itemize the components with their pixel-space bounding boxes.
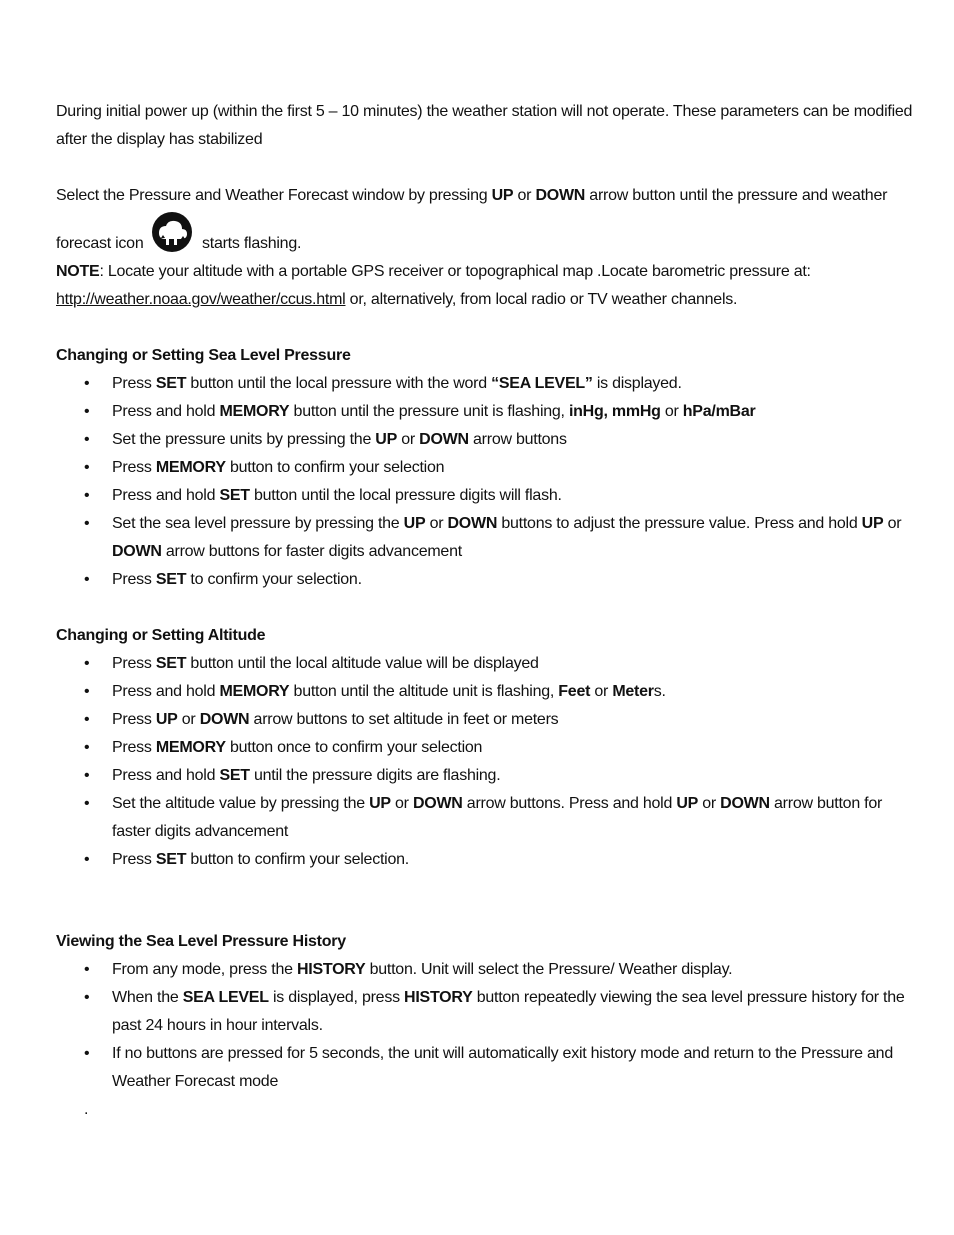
sea-level-list: [56, 370, 914, 594]
list-item: • Press SET button until the local altitude value will be displayed: [56, 650, 914, 678]
document-page: [56, 98, 914, 1124]
history-heading: Viewing the Sea Level Pressure History: [56, 933, 346, 950]
list-item: • Press and hold SET until the pressure digits are flashing.: [56, 762, 914, 790]
sea-level-heading: Changing or Setting Sea Level Pressure: [56, 347, 351, 364]
list-item: • If no buttons are pressed for 5 seconds, the unit will automatically exit history mode and return to the Pressure and Weather Forecast mode: [56, 1040, 914, 1096]
weather-forecast-icon: [150, 210, 194, 254]
altitude-list: [56, 650, 914, 874]
altitude-heading: Changing or Setting Altitude: [56, 627, 266, 644]
list-item: • Set the altitude value by pressing the UP or DOWN arrow buttons. Press and hold UP or DOWN arrow button for faster digits advancement: [56, 790, 914, 846]
list-item: • Press and hold SET button until the local pressure digits will flash.: [56, 482, 914, 510]
list-item: • From any mode, press the HISTORY button. Unit will select the Pressure/ Weather display.: [56, 956, 914, 984]
list-item: • Press and hold MEMORY button until the altitude unit is flashing, Feet or Meters.: [56, 678, 914, 706]
list-item: • Press and hold MEMORY button until the pressure unit is flashing, inHg, mmHg or hPa/mBar: [56, 398, 914, 426]
list-item: • Press SET to confirm your selection.: [56, 566, 914, 594]
list-item: • Press UP or DOWN arrow buttons to set altitude in feet or meters: [56, 706, 914, 734]
forecast-icon-label: forecast icon: [56, 235, 144, 252]
intro-paragraph: During initial power up (within the first 5 – 10 minutes) the weather station will not operate. These parameters can be modified after the display has stabilized: [56, 103, 913, 148]
list-item: • Set the sea level pressure by pressing the UP or DOWN buttons to adjust the pressure value. Press and hold UP or DOWN arrow buttons for faster digits advancement: [56, 510, 914, 566]
noaa-link[interactable]: http://weather.noaa.gov/weather/ccus.html: [56, 291, 346, 308]
history-list: [56, 956, 914, 1096]
select-window-paragraph: Select the Pressure and Weather Forecast window by pressing UP or DOWN arrow button until the pressure and weather: [56, 187, 888, 204]
trailing-period: .: [84, 1101, 89, 1118]
forecast-icon-line: [56, 210, 914, 258]
list-item: • Set the pressure units by pressing the UP or DOWN arrow buttons: [56, 426, 914, 454]
list-item: • Press SET button to confirm your selection.: [56, 846, 914, 874]
note-paragraph: NOTE: Locate your altitude with a portable GPS receiver or topographical map .Locate barometric pressure at: http://weather.noaa.gov/weather/ccus.html or, alternatively, from local radio or TV weather channels.: [56, 263, 811, 308]
list-item: • Press MEMORY button to confirm your selection: [56, 454, 914, 482]
list-item: • When the SEA LEVEL is displayed, press HISTORY button repeatedly viewing the sea level pressure history for the past 24 hours in hour intervals.: [56, 984, 914, 1040]
list-item: • Press SET button until the local pressure with the word “SEA LEVEL” is displayed.: [56, 370, 914, 398]
list-item: • Press MEMORY button once to confirm your selection: [56, 734, 914, 762]
forecast-icon-after: starts flashing.: [202, 235, 302, 252]
